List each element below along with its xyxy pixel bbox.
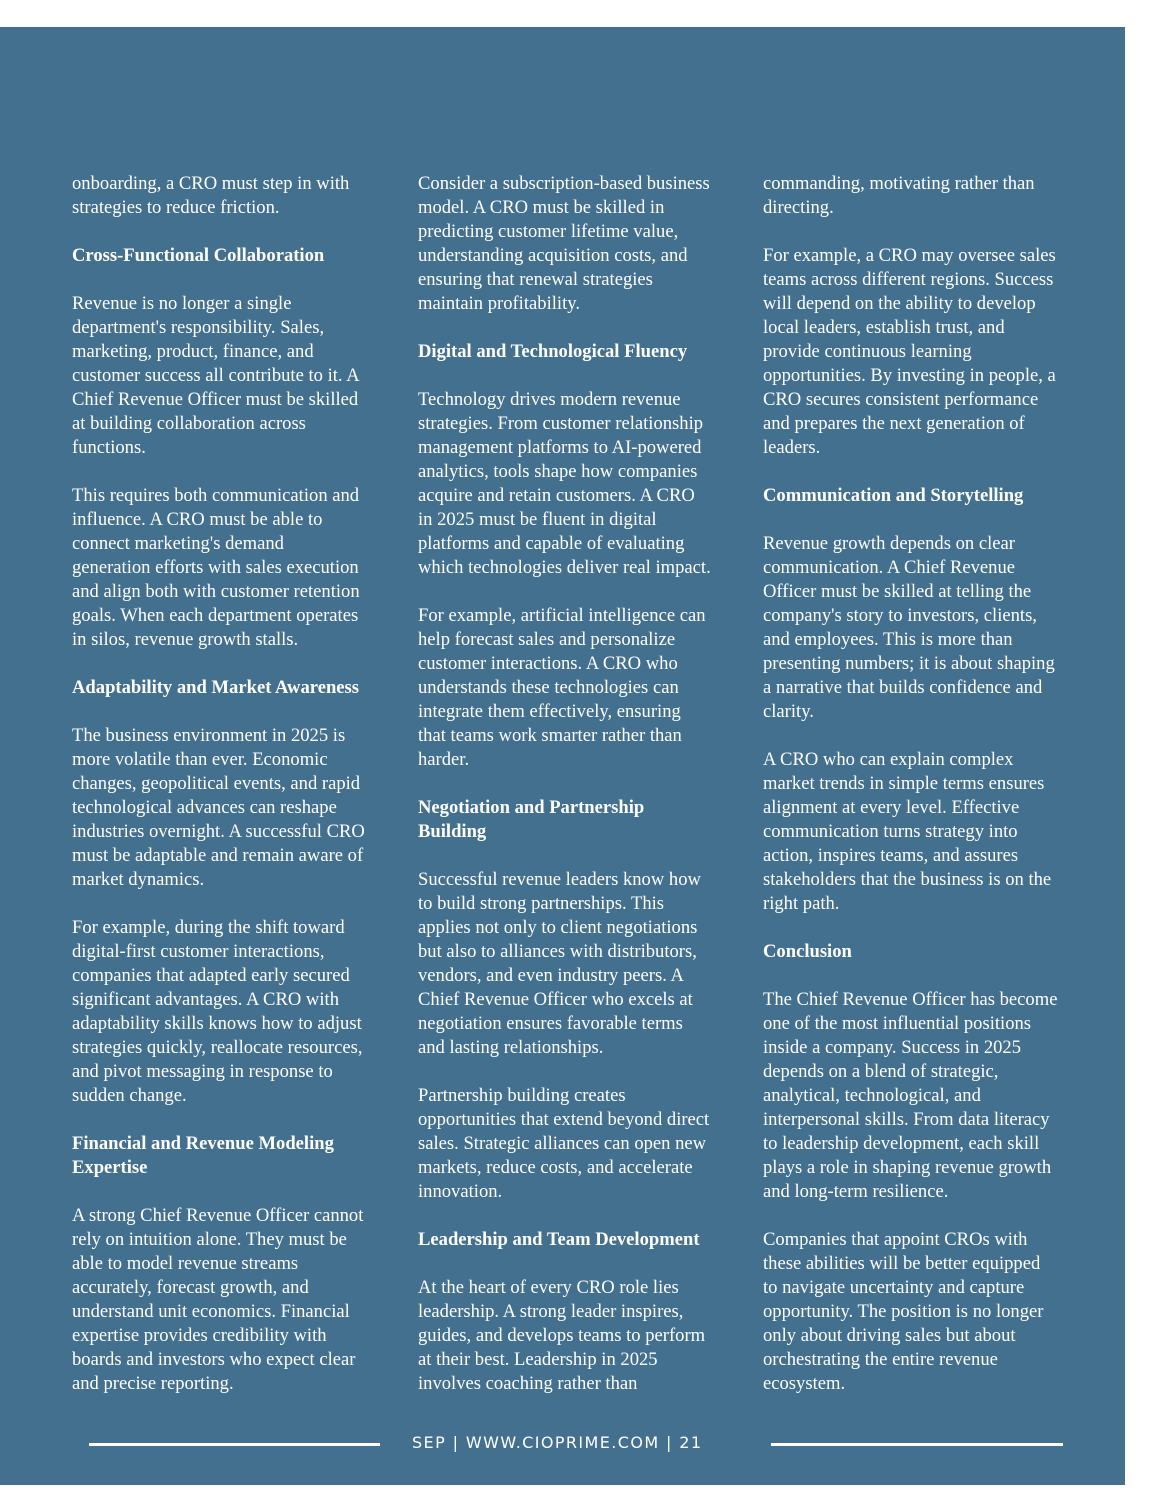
article-column-1 xyxy=(72,172,402,1420)
paragraph: A strong Chief Revenue Officer cannot rely on intuition alone. They must be able to model revenue streams accurately, forecast growth, and understand unit economics. Financial expertise provides credibility with boards and investors who expect clear and precise reporting. xyxy=(72,1205,364,1394)
paragraph: Companies that appoint CROs with these abilities will be better equipped to navigate uncertainty and capture opportunity. The position is no longer only about driving sales but about orchestrating the entire revenue ecosystem. xyxy=(763,1229,1044,1394)
paragraph: Technology drives modern revenue strategies. From customer relationship management platforms to AI-powered analytics, tools shape how companies acquire and retain customers. A CRO in 2025 must be fluent in digital platforms and capable of evaluating which technologies deliver real impact. xyxy=(418,389,711,578)
paragraph: onboarding, a CRO must step in with strategies to reduce friction. xyxy=(72,173,350,218)
paragraph: Consider a subscription-based business model. A CRO must be skilled in predicting customer lifetime value, understanding acquisition costs, and ensuring that renewal strategies maintain profitability. xyxy=(418,173,710,314)
paragraph: For example, during the shift toward digital-first customer interactions, companies that adapted early secured significant advantages. A CRO with adaptability skills knows how to adjust strategies quickly, reallocate resources, and pivot messaging in response to sudden change. xyxy=(72,917,363,1106)
section-heading: Financial and Revenue Modeling Expertise xyxy=(72,1133,334,1178)
paragraph: The business environment in 2025 is more volatile than ever. Economic changes, geopolitical events, and rapid technological advances can reshape industries overnight. A successful CRO must be adaptable and remain aware of market dynamics. xyxy=(72,725,365,890)
section-heading: Digital and Technological Fluency xyxy=(418,341,688,362)
paragraph: commanding, motivating rather than directing. xyxy=(763,173,1035,218)
paragraph: For example, a CRO may oversee sales teams across different regions. Success will depend on the ability to develop local leaders, establish trust, and provide continuous learning opportunities. By investing in people, a CRO secures consistent performance and prepares the next generation of leaders. xyxy=(763,245,1056,458)
paragraph: Partnership building creates opportunities that extend beyond direct sales. Strategic alliances can open new markets, reduce costs, and accelerate innovation. xyxy=(418,1085,710,1202)
footer-rule-left xyxy=(89,1443,380,1446)
paragraph: At the heart of every CRO role lies leadership. A strong leader inspires, guides, and develops teams to perform at their best. Leadership in 2025 involves coaching rather than xyxy=(418,1277,706,1394)
paragraph: Successful revenue leaders know how to build strong partnerships. This applies not only to client negotiations but also to alliances with distributors, vendors, and even industry peers. A Chief Revenue Officer who excels at negotiation ensures favorable terms and lasting relationships. xyxy=(418,869,701,1058)
paragraph: This requires both communication and influence. A CRO must be able to connect marketing's demand generation efforts with sales execution and align both with customer retention goals. When each department operates in silos, revenue growth stalls. xyxy=(72,485,360,650)
article-column-2 xyxy=(418,172,748,1420)
section-heading: Adaptability and Market Awareness xyxy=(72,677,360,698)
section-heading: Cross-Functional Collaboration xyxy=(72,245,325,266)
footer-rule-right xyxy=(771,1443,1063,1446)
paragraph: Revenue growth depends on clear communication. A Chief Revenue Officer must be skilled at telling the company's story to investors, clients, and employees. This is more than presenting numbers; it is about shaping a narrative that builds confidence and clarity. xyxy=(763,533,1055,722)
paragraph: Revenue is no longer a single department's responsibility. Sales, marketing, product, finance, and customer success all contribute to it. A Chief Revenue Officer must be skilled at building collaboration across functions. xyxy=(72,293,360,458)
paragraph: The Chief Revenue Officer has become one of the most influential positions inside a company. Success in 2025 depends on a blend of strategic, analytical, technological, and interpersonal skills. From data literacy to leadership development, each skill plays a role in shaping revenue growth and long-term resilience. xyxy=(763,989,1058,1202)
section-heading: Negotiation and Partnership Building xyxy=(418,797,645,842)
footer-text: SEP | WWW.CIOPRIME.COM | 21 xyxy=(412,1433,703,1452)
section-heading: Leadership and Team Development xyxy=(418,1229,700,1250)
section-heading: Communication and Storytelling xyxy=(763,485,1024,506)
article-column-3 xyxy=(763,172,1093,1420)
paragraph: For example, artificial intelligence can help forecast sales and personalize customer interactions. A CRO who understands these technologies can integrate them effectively, ensuring that teams work smarter rather than harder. xyxy=(418,605,706,770)
paragraph: A CRO who can explain complex market trends in simple terms ensures alignment at every level. Effective communication turns strategy into action, inspires teams, and assures stakeholders that the business is on the right path. xyxy=(763,749,1052,914)
section-heading: Conclusion xyxy=(763,941,852,962)
